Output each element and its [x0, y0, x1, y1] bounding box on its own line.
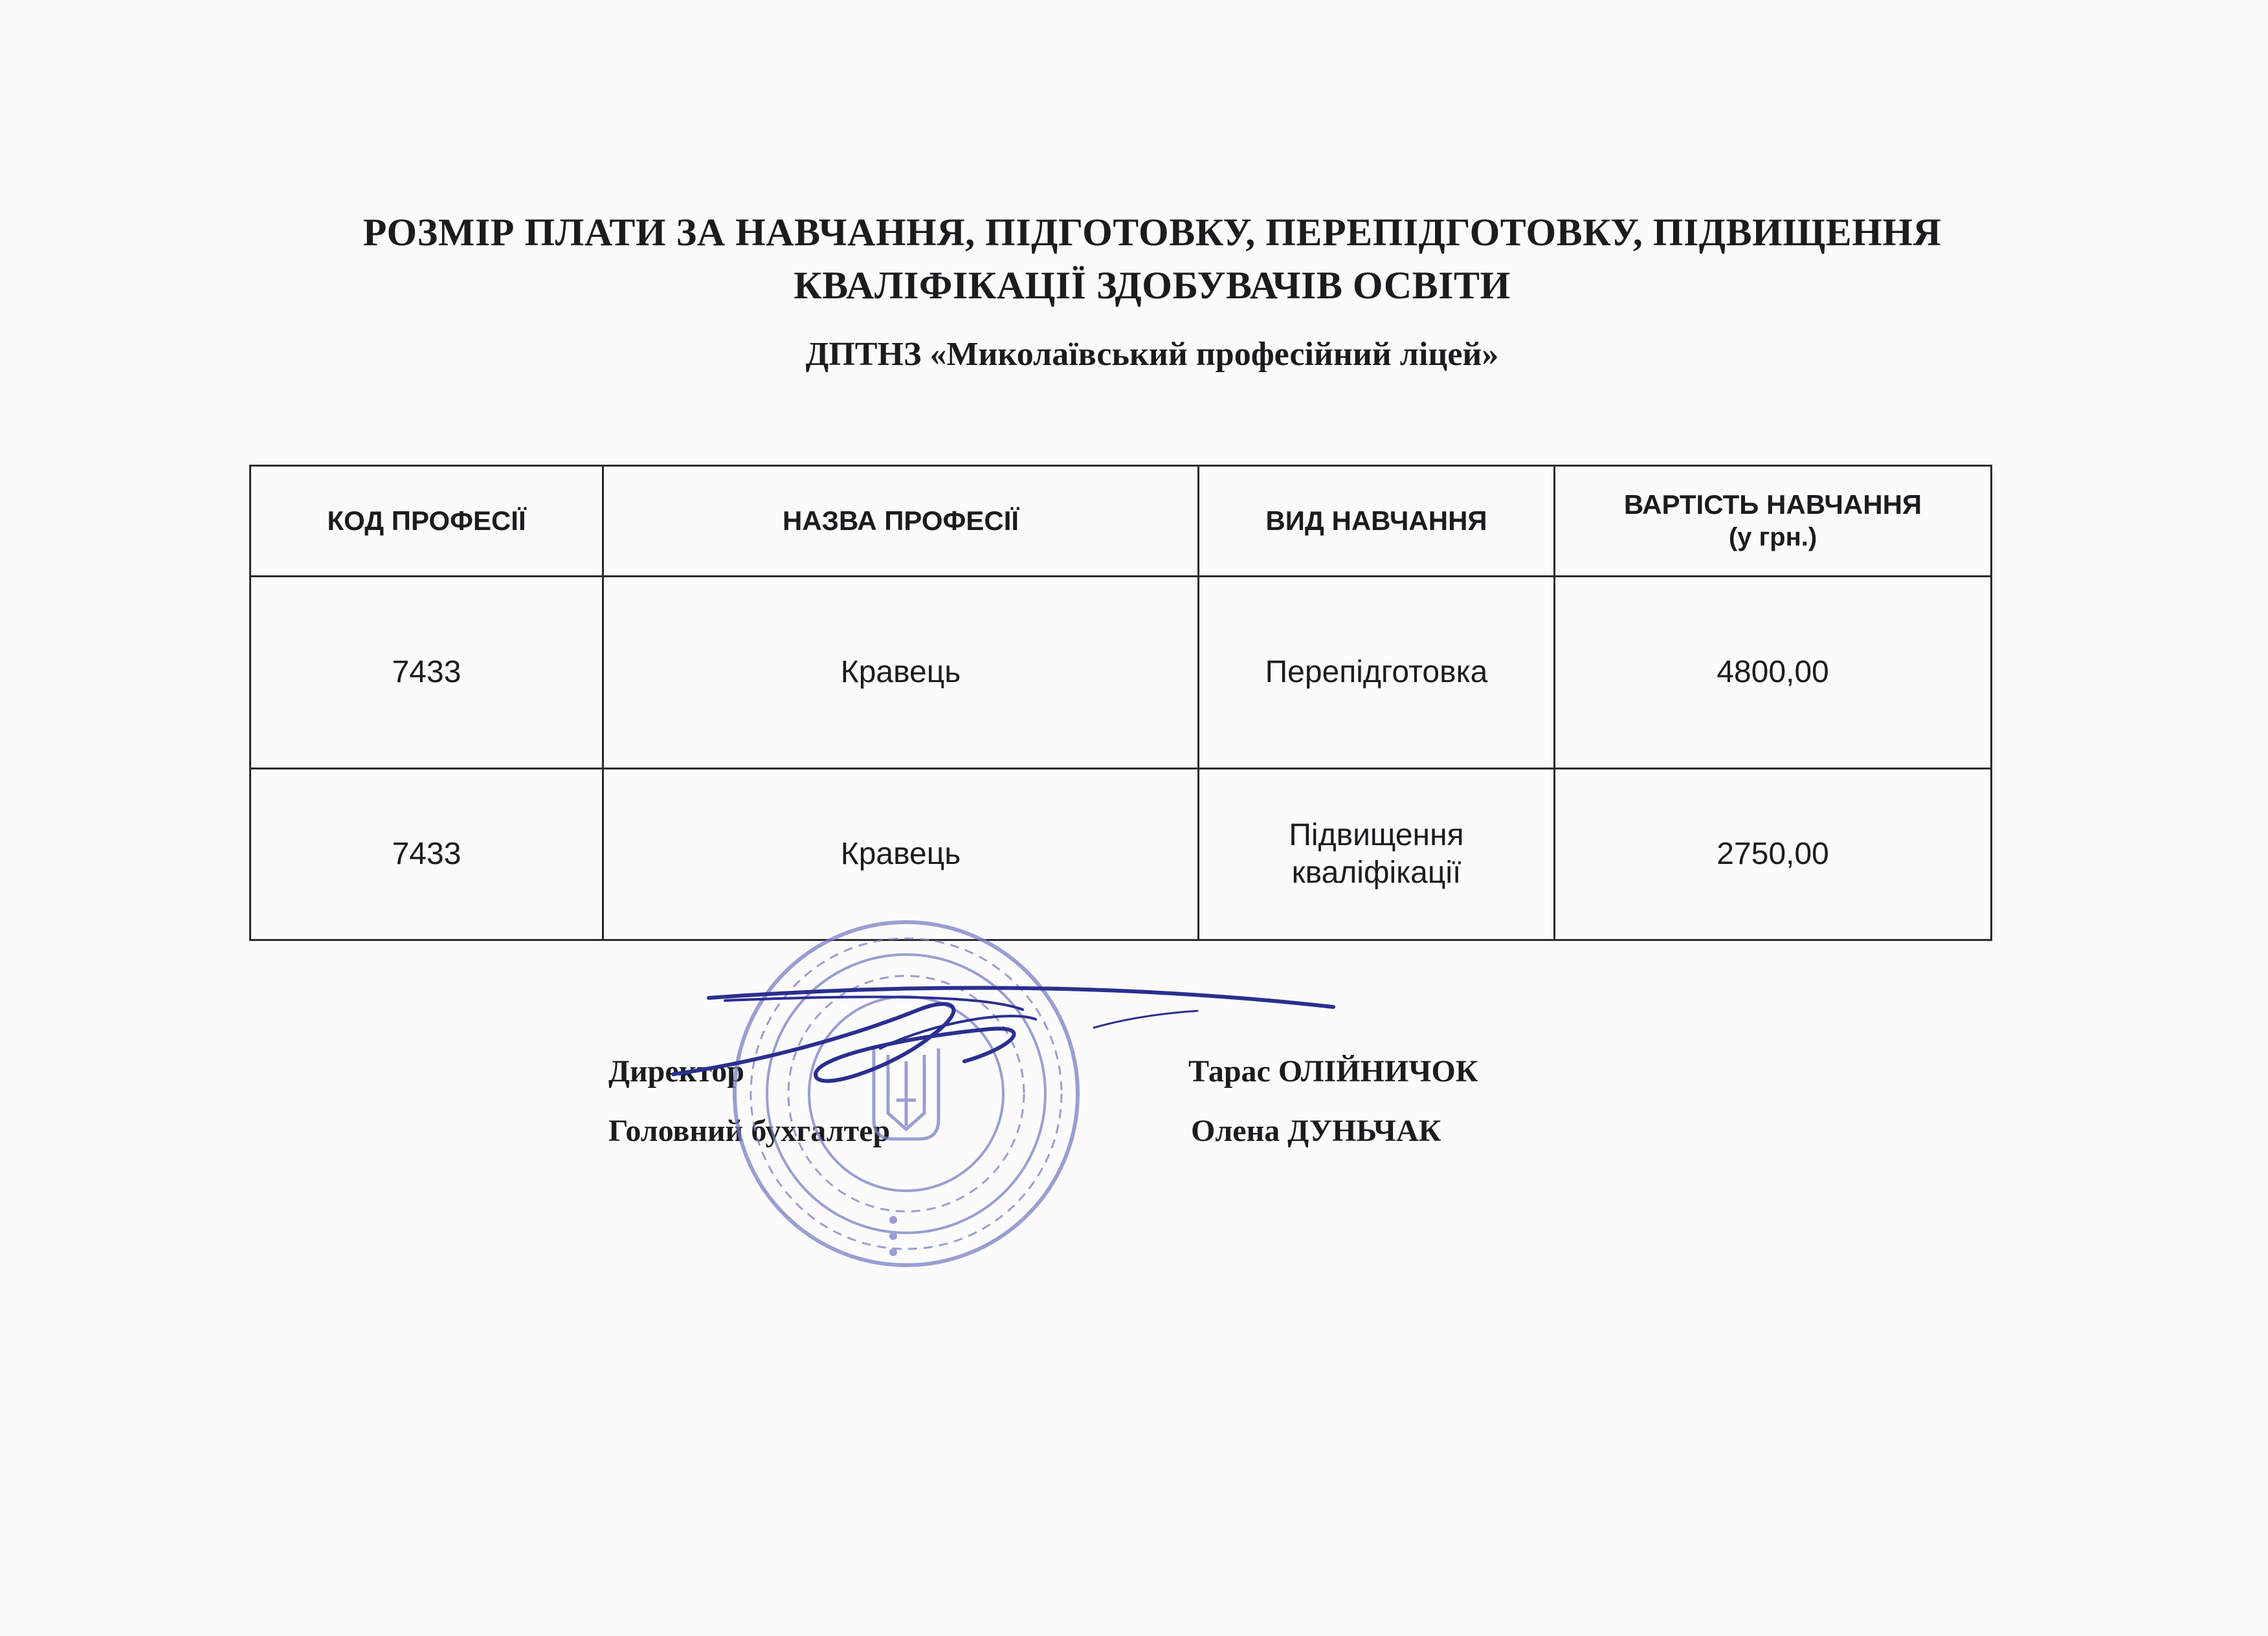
cell-training-type: Перепідготовка	[1199, 577, 1555, 769]
title-line-2: КВАЛІФІКАЦІЇ ЗДОБУВАЧІВ ОСВІТИ	[794, 264, 1511, 307]
cell-profession-name: Кравець	[603, 577, 1199, 769]
cell-profession-name: Кравець	[603, 769, 1199, 940]
institution-name: ДПТНЗ «Миколаївський професійний ліцей»	[805, 336, 1499, 373]
cell-profession-code: 7433	[250, 577, 603, 769]
cell-profession-code: 7433	[250, 769, 603, 940]
training-type-line-1: Підвищення	[1289, 818, 1464, 852]
header-profession-code: КОД ПРОФЕСІЇ	[250, 466, 603, 577]
header-training-type: ВИД НАВЧАННЯ	[1199, 466, 1555, 577]
header-cost-label: ВАРТІСТЬ НАВЧАННЯ	[1623, 489, 1922, 520]
title-line-1: РОЗМІР ПЛАТИ ЗА НАВЧАННЯ, ПІДГОТОВКУ, ПЕРЕПІДГОТОВКУ, ПІДВИЩЕННЯ	[362, 211, 1942, 254]
director-name: Тарас ОЛІЙНИЧОК	[1188, 1054, 1478, 1089]
cell-training-cost: 2750,00	[1555, 769, 1992, 940]
cell-training-cost: 4800,00	[1555, 577, 1992, 769]
header-profession-name: НАЗВА ПРОФЕСІЇ	[603, 466, 1199, 577]
director-label: Директор	[608, 1054, 744, 1089]
chief-accountant-name: Олена ДУНЬЧАК	[1191, 1114, 1441, 1148]
chief-accountant-label: Головний бухгалтер	[608, 1114, 891, 1148]
header-cost-unit: (у грн.)	[1728, 523, 1818, 551]
training-type-line-2: кваліфікації	[1291, 856, 1462, 890]
official-seal-stamp	[735, 922, 1078, 1265]
signature-icon	[673, 988, 1333, 1081]
coat-of-arms-icon	[874, 1048, 939, 1139]
